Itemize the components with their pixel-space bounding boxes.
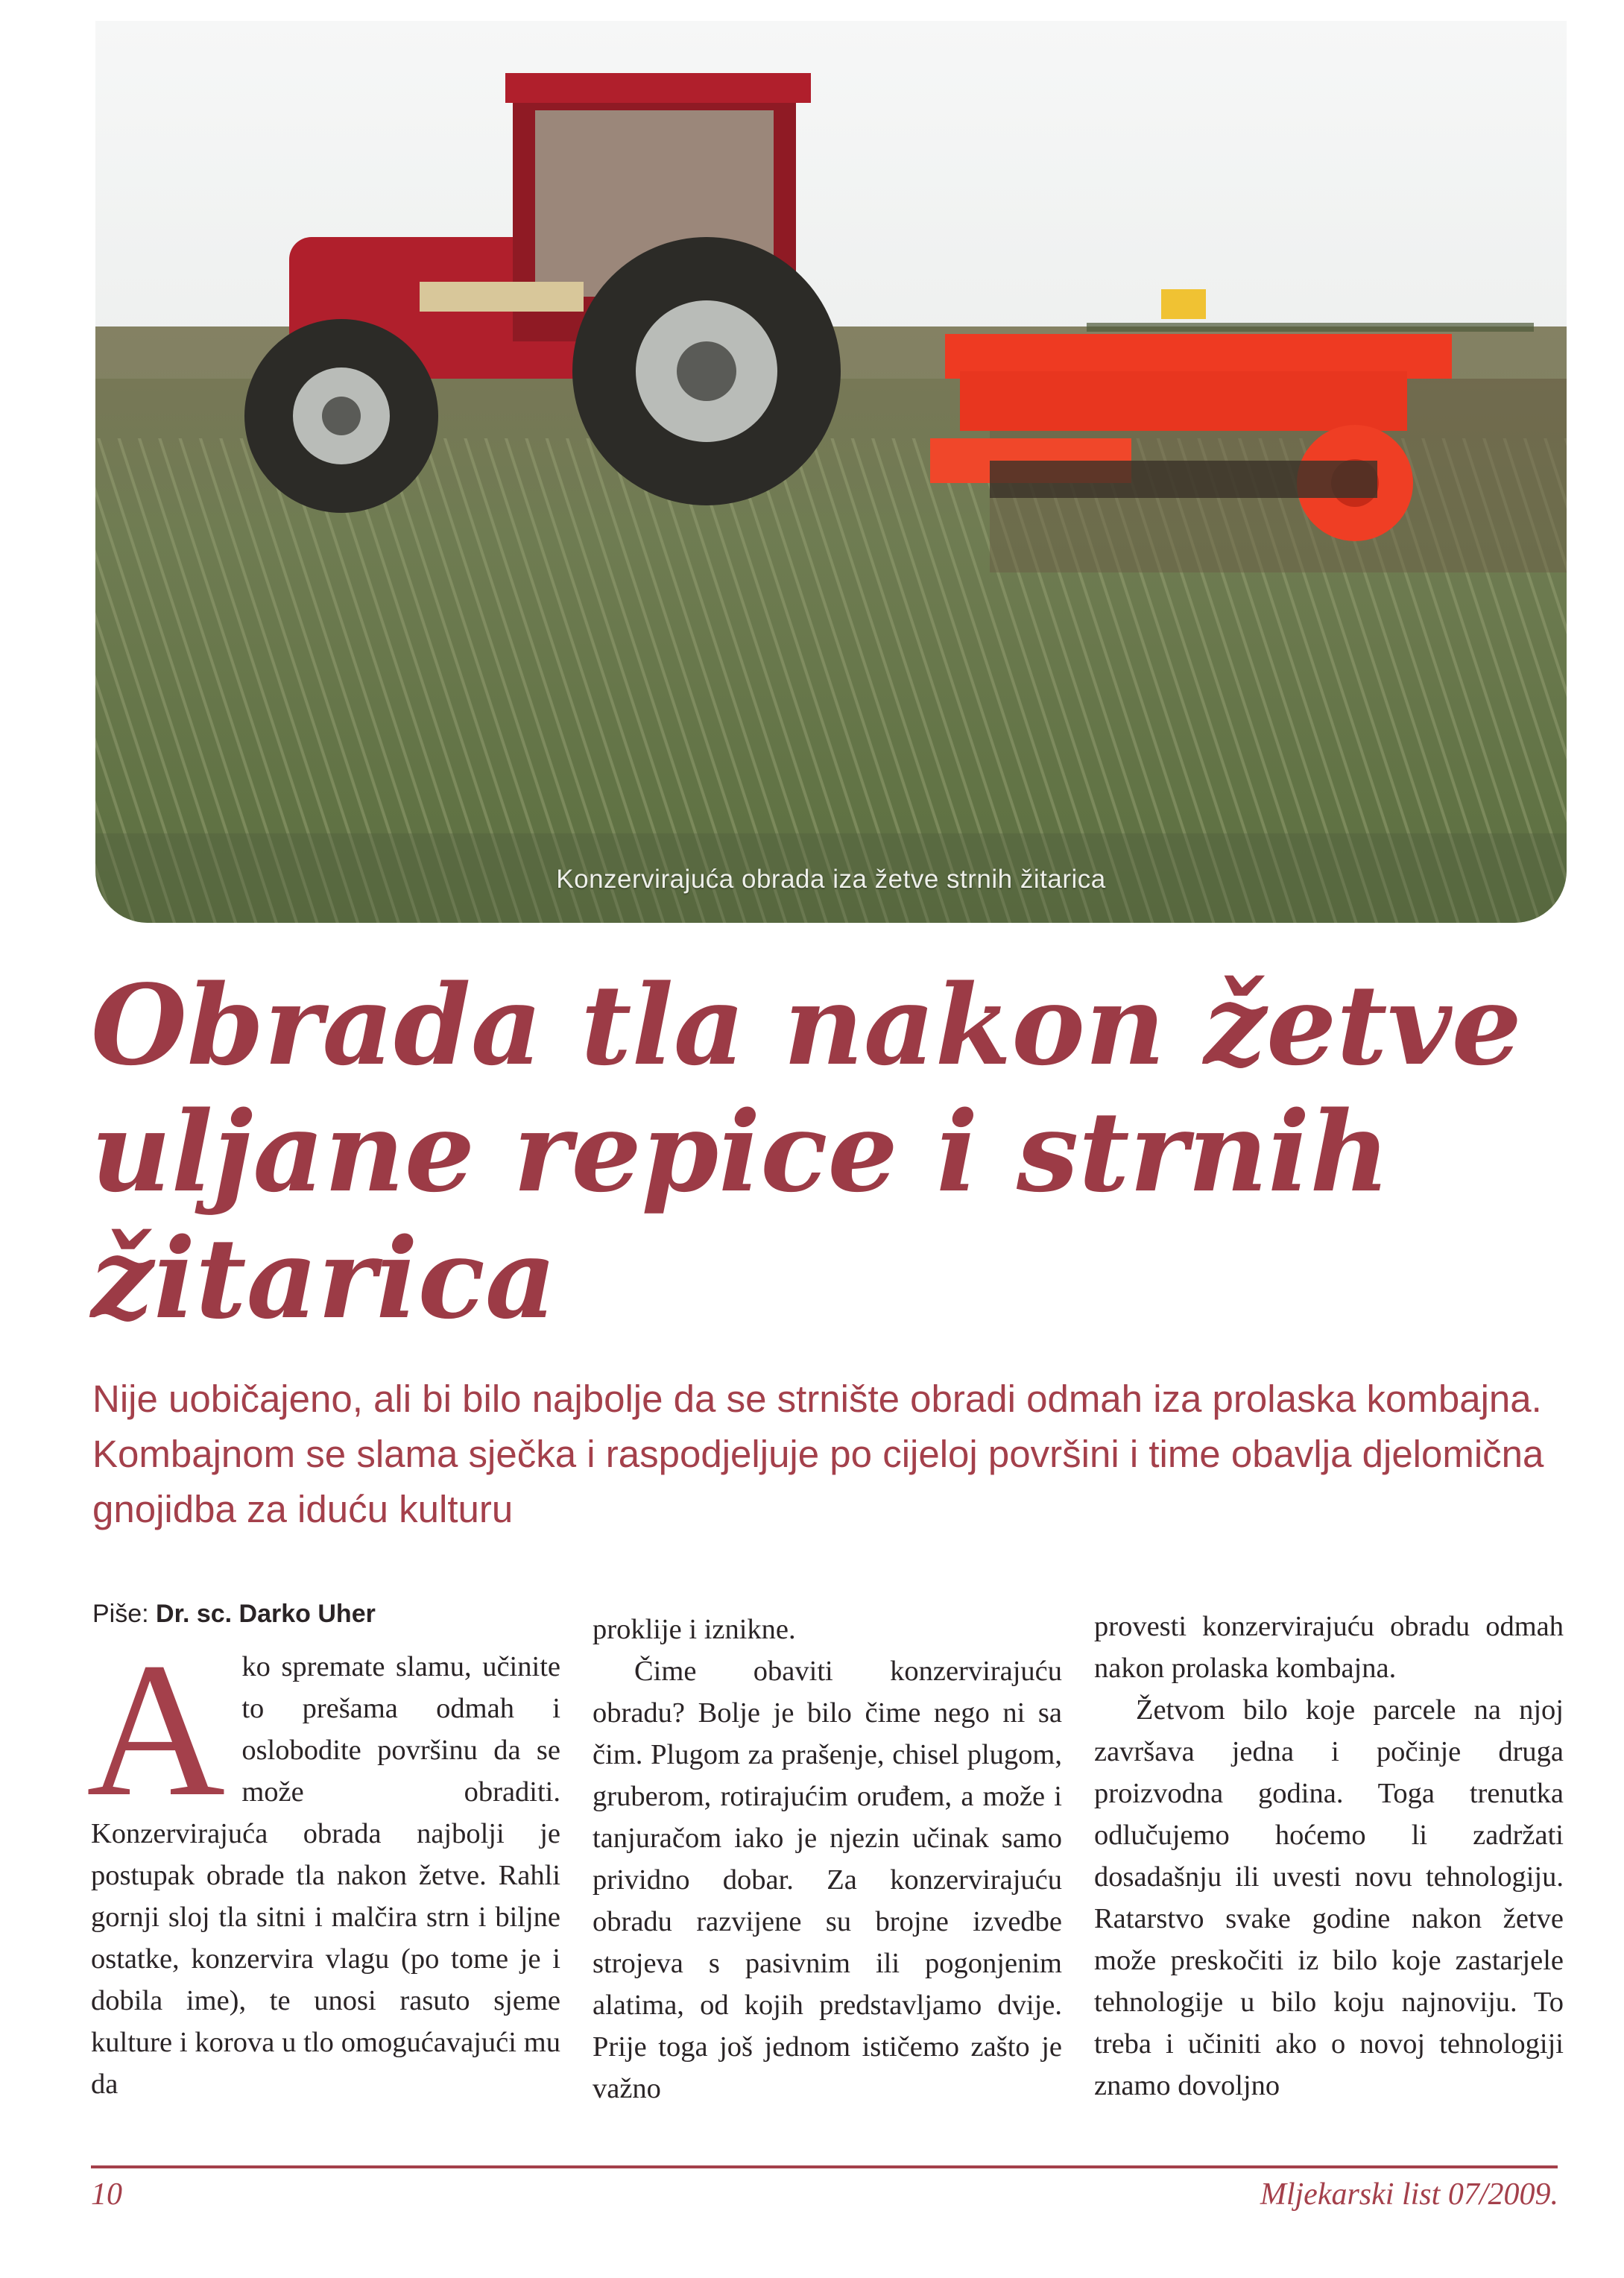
publication-name: Mljekarski list 07/2009. [1260, 2177, 1558, 2212]
title-line-1: Obrada tla nakon žetve [91, 960, 1522, 1090]
col1-paragraph: ko spremate slamu, učinite to prešama odmah i oslobodite površinu da se može obraditi. Konzervirajuća obrada najbolji je postupak obrade tla nakon žetve. Rahli gornji sloj tla sitni i malčira strn i biljne ostatke, konzervira vlagu (po tome je i dobila ime), te unosi rasuto sjeme kulture i korova u tlo omogućavajući mu da [91, 1651, 560, 2100]
footer-divider [91, 2165, 1558, 2168]
col2-paragraph-1: proklije i iznikne. [593, 1614, 796, 1645]
page-number: 10 [91, 2177, 122, 2212]
byline-author: Dr. sc. Darko Uher [156, 1600, 376, 1628]
header-photo [95, 21, 1567, 923]
text-column-1 [86, 1623, 560, 2105]
text-column-2 [593, 1609, 1062, 2110]
col3-paragraph-2: Žetvom bilo koje parcele na njoj završava jedna i počinje druga proizvodna godina. Toga trenutka odlučujemo hoćemo li zadržati dosadašnju ili uvesti novu tehnologiju. Ratarstvo svake godine nakon žetve može preskočiti iz bilo koje zastarjele tehnologije u bilo koju najnoviju. To treba i učiniti ako o novoj tehnologiji znamo dovoljno [1094, 1694, 1564, 2101]
title-line-3: žitarica [91, 1214, 557, 1343]
col2-paragraph-2: Čime obaviti konzervirajuću obradu? Bolje je bilo čime nego ni sa čim. Plugom za prašenje, chisel plugom, gruberom, rotirajućim oruđem, a može i tanjuračom iako je njezin učinak samo prividno dobar. Za konzervirajuću obradu razvijene su brojne izvedbe strojeva s pasivnim ili pogonjenim alatima, od kojih predstavljamo dvije. Prije toga još jednom ističemo zašto je važno [593, 1656, 1062, 2104]
article-lead: Nije uobičajeno, ali bi bilo najbolje da se strnište obradi odmah iza prolaska kombajna. Kombajnom se slama sječka i raspodjeljuje po cijeloj površini i time obavlja djelomična gnojidba za iduću kulturu [92, 1378, 1544, 1530]
tractor-field-illustration [95, 21, 1567, 923]
drop-cap: A [86, 1623, 226, 1836]
col3-paragraph-1: provesti konzervirajuću obradu odmah nakon prolaska kombajna. [1094, 1611, 1564, 1684]
article-title [91, 962, 1582, 1342]
byline-prefix: Piše: [92, 1600, 149, 1628]
photo-caption: Konzervirajuća obrada iza žetve strnih žitarica [556, 865, 1106, 894]
text-column-3 [1094, 1606, 1564, 2107]
title-line-2: uljane repice i strnih [91, 1087, 1391, 1217]
